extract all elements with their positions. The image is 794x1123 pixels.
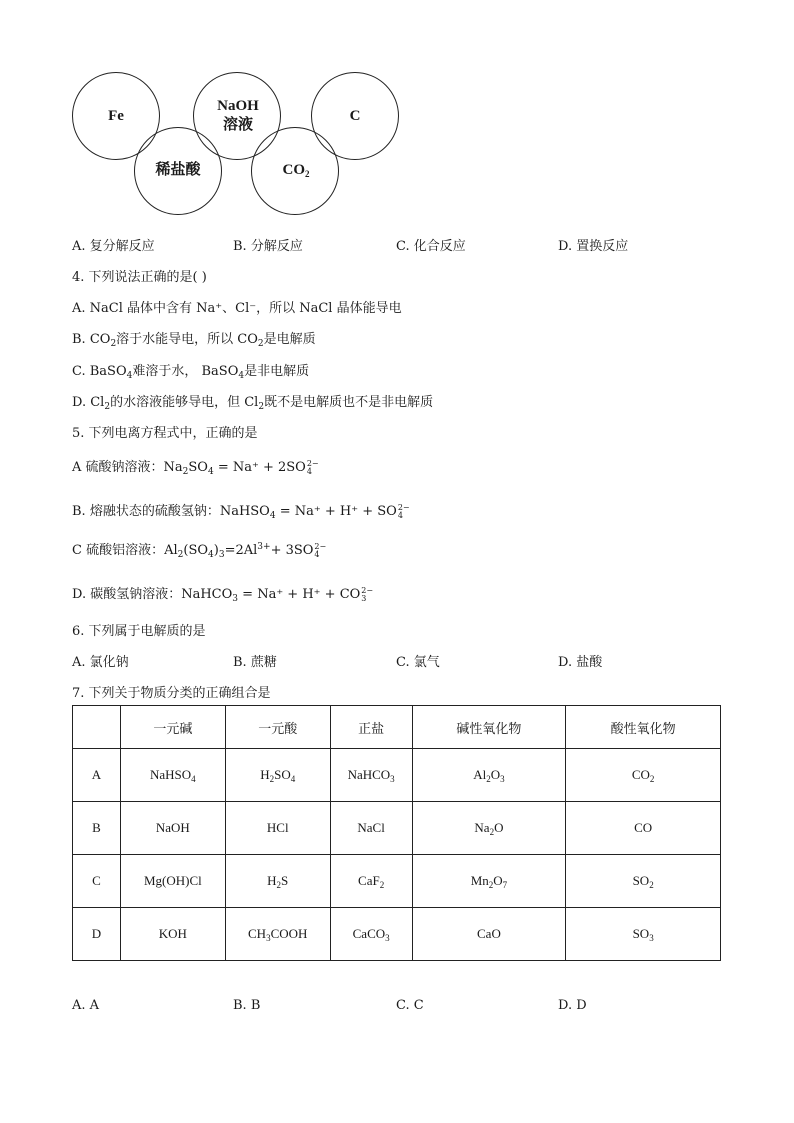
label-naoh-solution: 溶液	[222, 117, 253, 133]
cell-sub: 2	[379, 880, 385, 890]
q5-b-text: B. 熔融状态的硫酸氢钠：NaHSO	[72, 504, 270, 519]
cell-text: H	[260, 767, 270, 782]
header-cell: 一元碱	[120, 706, 225, 749]
header-cell: 酸性氧化物	[566, 706, 721, 749]
q5-a-ion-sup: 2−	[306, 458, 319, 468]
row-label: B	[73, 802, 121, 855]
q4-b-part3: 是电解质	[263, 332, 316, 347]
q5-c-rest2: + 3SO	[270, 543, 314, 558]
cell-text: SO	[632, 926, 650, 941]
row-label: A	[73, 749, 121, 802]
cell-sub: 3	[500, 774, 505, 784]
q5-option-b[interactable]	[72, 500, 410, 520]
cell-text: O	[490, 767, 501, 782]
row-label: D	[73, 908, 121, 961]
q3-option-c[interactable]: C. 化合反应	[396, 239, 466, 254]
cell-text: O	[494, 820, 504, 835]
q5-a-rest: = Na⁺ + 2SO	[213, 460, 306, 475]
cell-text: CH	[248, 926, 267, 941]
q4-d-sub1: 2	[104, 402, 111, 412]
table-cell	[330, 855, 412, 908]
cell-text: O	[493, 873, 503, 888]
table-cell: CaO	[412, 908, 566, 961]
q4-option-c[interactable]	[72, 360, 309, 379]
q4-b-part2: 溶于水能导电，所以 CO	[116, 332, 258, 347]
q7-option-c[interactable]: C. C	[396, 998, 424, 1013]
label-co2	[251, 161, 341, 180]
table-row	[73, 749, 721, 802]
q4-b-sub2: 2	[257, 339, 264, 349]
q4-c-part1: C. BaSO	[72, 364, 127, 379]
q7-stem: 7. 下列关于物质分类的正确组合是	[72, 686, 271, 701]
q5-a-text: A 硫酸钠溶液：Na	[72, 460, 183, 475]
q5-option-c[interactable]	[72, 539, 326, 559]
cell-sub: 2	[489, 827, 495, 837]
table-cell: Mg(OH)Cl	[120, 855, 225, 908]
q5-b-rest: = Na⁺ + H⁺ + SO	[275, 504, 397, 519]
cell-sub: 4	[290, 774, 296, 784]
cell-sub: 4	[191, 774, 196, 784]
table-cell	[330, 749, 412, 802]
table-cell	[225, 855, 330, 908]
q6-option-c[interactable]: C. 氯气	[396, 655, 440, 670]
cell-sub: 2	[649, 774, 655, 784]
cell-sub: 2	[649, 880, 654, 890]
q5-d-text: D. 碳酸氢钠溶液：NaHCO	[72, 587, 233, 602]
q6-option-b[interactable]: B. 蔗糖	[233, 655, 277, 670]
q7-option-d[interactable]: D. D	[558, 998, 587, 1013]
cell-sub: 3	[649, 933, 654, 943]
cell-sub: 3	[390, 774, 395, 784]
q5-b-sub1: 4	[269, 511, 276, 521]
cell-sub: 2	[269, 774, 275, 784]
table-cell	[120, 749, 225, 802]
q5-option-d[interactable]	[72, 583, 373, 603]
q4-d-part3: 既不是电解质也不是非电解质	[264, 395, 434, 410]
q5-option-a[interactable]	[72, 456, 319, 476]
cell-sub: 3	[385, 933, 390, 943]
q5-c-rest: =2Al	[224, 543, 258, 558]
row-label: C	[73, 855, 121, 908]
table-cell	[225, 749, 330, 802]
q3-option-b[interactable]: B. 分解反应	[233, 239, 303, 254]
q5-a-mid: SO	[188, 460, 208, 475]
label-c: C	[349, 108, 361, 124]
header-cell: 正盐	[330, 706, 412, 749]
table-cell: NaOH	[120, 802, 225, 855]
q4-option-b[interactable]	[72, 328, 316, 347]
table-header-row	[73, 706, 721, 749]
table-cell: CO	[566, 802, 721, 855]
q5-a-sub1: 2	[182, 467, 189, 477]
q5-b-ion-sub: 4	[397, 510, 403, 520]
q5-c-ion-sup: 2−	[314, 541, 327, 551]
q5-a-sub2: 4	[207, 467, 214, 477]
table-cell	[330, 908, 412, 961]
q5-d-sub1: 3	[232, 594, 239, 604]
cell-text: NaHCO	[347, 767, 391, 782]
table-cell	[412, 855, 566, 908]
q5-c-sub2: 4	[208, 550, 214, 560]
q4-c-part3: 是非电解质	[244, 364, 310, 379]
q5-c-text: C 硫酸铝溶液：Al	[72, 543, 178, 558]
q4-c-sub2: 4	[238, 371, 245, 381]
q5-d-ion-sup: 2−	[361, 585, 374, 595]
cell-sub: 2	[488, 880, 494, 890]
q4-option-a[interactable]: A. NaCl 晶体中含有 Na⁺、Cl⁻，所以 NaCl 晶体能导电	[72, 301, 402, 316]
cell-text: CO	[631, 767, 650, 782]
q5-c-sub1: 2	[177, 550, 184, 560]
cell-text: SO	[274, 767, 291, 782]
q4-stem: 4. 下列说法正确的是( )	[72, 270, 207, 285]
label-hcl: 稀盐酸	[155, 162, 201, 178]
q4-d-part1: D. Cl	[72, 395, 105, 410]
q6-stem: 6. 下列属于电解质的是	[72, 624, 206, 639]
header-cell: 一元酸	[225, 706, 330, 749]
q5-c-sup: 3+	[257, 542, 271, 552]
table-cell: KOH	[120, 908, 225, 961]
q5-c-ion-charge	[314, 543, 326, 559]
table-cell	[566, 749, 721, 802]
cell-sub: 2	[276, 880, 282, 890]
table-cell	[566, 908, 721, 961]
q5-a-ion-sub: 4	[306, 466, 312, 476]
classification-table	[72, 705, 721, 961]
table-cell	[412, 749, 566, 802]
q4-d-part2: 的水溶液能够导电，但 Cl	[110, 395, 259, 410]
table-cell: NaCl	[330, 802, 412, 855]
cell-sub: 2	[486, 774, 491, 784]
q4-c-sub1: 4	[126, 371, 133, 381]
q3-option-a[interactable]: A. 复分解反应	[72, 239, 155, 254]
cell-text: H	[267, 873, 277, 888]
table-cell	[412, 802, 566, 855]
q4-d-sub2: 2	[258, 402, 265, 412]
q5-c-mid2: )	[213, 543, 219, 558]
table-row	[73, 908, 721, 961]
cell-sub: 3	[266, 933, 271, 943]
q5-c-ion-sub: 4	[314, 549, 320, 559]
cell-text: CaCO	[352, 926, 386, 941]
q5-d-ion-sub: 3	[361, 593, 367, 603]
q5-a-ion-charge	[307, 460, 319, 476]
q6-option-a[interactable]: A. 氯化钠	[72, 655, 129, 670]
cell-text: COOH	[270, 926, 308, 941]
header-cell: 碱性氧化物	[412, 706, 566, 749]
q5-b-ion-charge	[398, 504, 410, 520]
label-naoh: NaOH	[217, 98, 259, 114]
q4-b-sub1: 2	[110, 339, 117, 349]
header-cell	[73, 706, 121, 749]
table-cell	[566, 855, 721, 908]
table-cell: HCl	[225, 802, 330, 855]
q6-option-d[interactable]: D. 盐酸	[558, 655, 603, 670]
q5-c-sub3: 3	[218, 550, 225, 560]
table-row	[73, 802, 721, 855]
cell-text: NaHSO	[150, 767, 192, 782]
q5-c-mid: (SO	[183, 543, 209, 558]
cell-text: Al	[473, 767, 487, 782]
cell-text: SO	[632, 873, 650, 888]
cell-text: Na	[474, 820, 490, 835]
q7-option-a[interactable]: A. A	[72, 998, 100, 1013]
q5-d-rest: = Na⁺ + H⁺ + CO	[238, 587, 361, 602]
q5-stem: 5. 下列电离方程式中，正确的是	[72, 426, 258, 441]
cell-sub: 7	[502, 880, 508, 890]
cell-text: S	[281, 873, 289, 888]
q4-b-part1: B. CO	[72, 332, 111, 347]
label-fe: Fe	[108, 108, 124, 124]
label-co2-main: CO	[282, 162, 305, 178]
q5-b-ion-sup: 2−	[397, 502, 410, 512]
table-cell	[225, 908, 330, 961]
cell-text: Mn	[470, 873, 489, 888]
label-co2-sub: 2	[305, 169, 310, 179]
q7-option-b[interactable]: B. B	[233, 998, 261, 1013]
table-row	[73, 855, 721, 908]
q3-option-d[interactable]: D. 置换反应	[558, 239, 629, 254]
cell-text: CaF	[358, 873, 380, 888]
q5-d-ion-charge	[361, 587, 373, 603]
q4-c-part2: 难溶于水， BaSO	[132, 364, 239, 379]
q4-option-d[interactable]	[72, 391, 433, 410]
